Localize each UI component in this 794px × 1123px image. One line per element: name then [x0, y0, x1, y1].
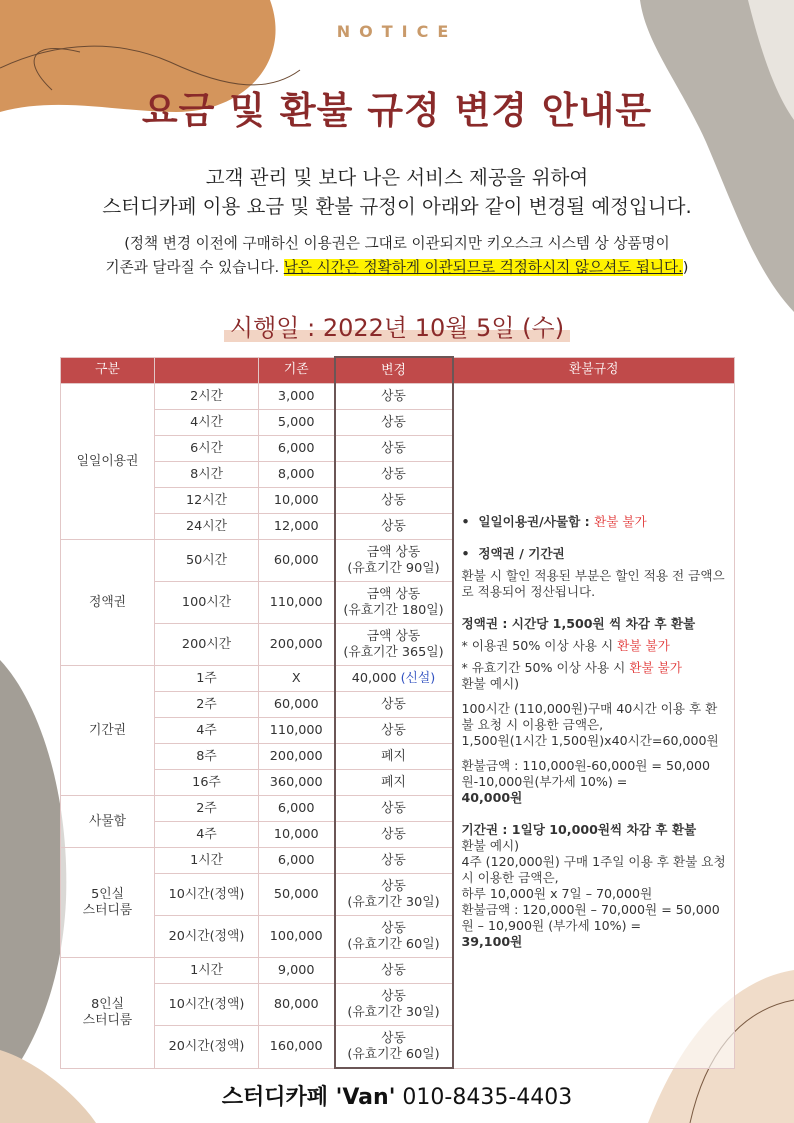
after-cell: 상동: [335, 384, 453, 410]
note-line-2-text: 기존과 달라질 수 있습니다.: [105, 259, 284, 276]
after-main: 상동: [381, 878, 406, 894]
product-cell: 4주: [155, 822, 259, 848]
product-cell: 200시간: [155, 624, 259, 666]
before-cell: 160,000: [259, 1026, 335, 1069]
category-line-1: 8인실: [91, 996, 124, 1012]
after-cell: [335, 984, 453, 1026]
category-room-5: [61, 848, 155, 958]
fixed-example-result: 40,000원: [461, 790, 523, 805]
phone-number: 010-8435-4403: [395, 1085, 573, 1110]
header-refund: 환불규정: [453, 357, 735, 384]
after-cell: 상동: [335, 958, 453, 984]
notice-label: NOTICE: [336, 22, 458, 41]
intro-text: [0, 163, 794, 221]
before-cell: X: [259, 666, 335, 692]
product-cell: 8주: [155, 744, 259, 770]
fixed-refund-title: 정액권 : 시간당 1,500원 씩 차감 후 환불: [461, 616, 696, 631]
after-cell: [335, 624, 453, 666]
before-cell: 100,000: [259, 916, 335, 958]
note-close-paren: ): [682, 259, 689, 276]
period-example-label: 환불 예시): [461, 838, 520, 853]
after-sub: (유효기간 60일): [347, 1046, 440, 1062]
category-locker: 사물함: [61, 796, 155, 848]
header-after: 변경: [335, 357, 453, 384]
fixed-note-2-red: 환불 불가: [629, 660, 682, 675]
effective-date: [0, 308, 794, 343]
refund-daily-label: 일일이용권/사물함 :: [478, 514, 595, 529]
after-sub: (유효기간 90일): [347, 560, 440, 576]
product-cell: 4주: [155, 718, 259, 744]
after-sub: (유효기간 180일): [343, 602, 444, 618]
after-cell: 상동: [335, 488, 453, 514]
after-main: 상동: [381, 920, 406, 936]
category-fixed-hours: 정액권: [61, 540, 155, 666]
product-cell: 24시간: [155, 514, 259, 540]
product-cell: 50시간: [155, 540, 259, 582]
product-cell: 20시간(정액): [155, 1026, 259, 1069]
note-line-2: [0, 256, 794, 280]
category-period: 기간권: [61, 666, 155, 796]
refund-bullet-2: [462, 546, 727, 562]
table-header-row: [61, 357, 735, 384]
refund-fixed-period-label: 정액권 / 기간권: [478, 546, 565, 561]
fixed-example-2: 1,500원(1시간 1,500원)x40시간=60,000원: [461, 733, 719, 748]
after-cell: 상동: [335, 462, 453, 488]
after-cell: 상동: [335, 822, 453, 848]
after-cell: 상동: [335, 796, 453, 822]
period-example-3: 환불금액 : 120,000원 – 70,000원 = 50,000원 – 10,900원 (부가세 10%) =: [461, 902, 720, 933]
fixed-note-1-red: 환불 불가: [617, 638, 670, 653]
period-refund-title: 기간권 : 1일당 10,000원씩 차감 후 환불: [461, 822, 697, 837]
before-cell: 50,000: [259, 874, 335, 916]
after-cell: 상동: [335, 436, 453, 462]
before-cell: 10,000: [259, 488, 335, 514]
refund-daily-value: 환불 불가: [594, 514, 647, 529]
after-main: 상동: [381, 988, 406, 1004]
bullet-dot: •: [461, 546, 479, 561]
before-cell: 110,000: [259, 582, 335, 624]
fixed-note-2: [462, 660, 727, 676]
product-cell: 2주: [155, 692, 259, 718]
product-cell: 1시간: [155, 848, 259, 874]
after-main: 금액 상동: [366, 628, 421, 644]
after-cell: 상동: [335, 848, 453, 874]
header-product: [155, 357, 259, 384]
after-cell: [335, 666, 453, 692]
product-cell: 2시간: [155, 384, 259, 410]
before-cell: 360,000: [259, 770, 335, 796]
product-cell: 2주: [155, 796, 259, 822]
fixed-note-2-text: * 유효기간 50% 이상 사용 시: [461, 660, 630, 675]
before-cell: 6,000: [259, 436, 335, 462]
after-cell: 상동: [335, 692, 453, 718]
note-highlight: 남은 시간은 정확하게 이관되므로 걱정하시지 않으셔도 됩니다.: [283, 259, 683, 276]
after-main: 금액 상동: [366, 544, 421, 560]
after-cell: [335, 540, 453, 582]
before-cell: 6,000: [259, 848, 335, 874]
product-cell: 8시간: [155, 462, 259, 488]
before-cell: 3,000: [259, 384, 335, 410]
refund-bullet-1: [462, 514, 727, 530]
period-example-result: 39,100원: [461, 934, 523, 949]
effective-date-text: 시행일 : 2022년 10월 5일 (수): [224, 314, 570, 342]
before-cell: 60,000: [259, 540, 335, 582]
fixed-note-1-text: * 이용권 50% 이상 사용 시: [461, 638, 618, 653]
after-cell-discontinued: 폐지: [335, 744, 453, 770]
fixed-example-1: 100시간 (110,000원)구매 40시간 이용 후 환불 요청 시 이용한 금액은,: [461, 701, 718, 732]
footer-contact: [0, 1080, 794, 1111]
before-cell: 6,000: [259, 796, 335, 822]
before-cell: 9,000: [259, 958, 335, 984]
page-title: 요금 및 환불 규정 변경 안내문: [141, 89, 653, 132]
after-cell: [335, 916, 453, 958]
category-line-2: 스터디룸: [82, 1012, 133, 1028]
header-before: 기존: [259, 357, 335, 384]
before-cell: 200,000: [259, 744, 335, 770]
product-cell: 1시간: [155, 958, 259, 984]
product-cell: 1주: [155, 666, 259, 692]
product-cell: 100시간: [155, 582, 259, 624]
after-cell-discontinued: 폐지: [335, 770, 453, 796]
after-sub: (유효기간 30일): [347, 894, 440, 910]
refund-policy: [453, 384, 735, 1069]
before-cell: 10,000: [259, 822, 335, 848]
category-room-8: [61, 958, 155, 1069]
fixed-note-1: [462, 638, 727, 654]
after-sub: (유효기간 30일): [347, 1004, 440, 1020]
before-cell: 5,000: [259, 410, 335, 436]
category-daily: 일일이용권: [61, 384, 155, 540]
fixed-example-3: 환불금액 : 110,000원-60,000원 = 50,000원-10,000원(부가세 10%) =: [461, 758, 711, 789]
after-cell: 상동: [335, 514, 453, 540]
after-main: 금액 상동: [366, 586, 421, 602]
after-cell: [335, 582, 453, 624]
product-cell: 16주: [155, 770, 259, 796]
before-cell: 12,000: [259, 514, 335, 540]
product-cell: 10시간(정액): [155, 984, 259, 1026]
product-cell: 10시간(정액): [155, 874, 259, 916]
fee-table: [60, 356, 735, 1069]
after-sub: (유효기간 365일): [343, 644, 444, 660]
table-row: [61, 384, 735, 410]
fixed-example-label: 환불 예시): [461, 676, 520, 691]
note-line-1: (정책 변경 이전에 구매하신 이용권은 그대로 이관되지만 키오스크 시스템 상 상품명이: [124, 235, 670, 252]
header-category: 구분: [61, 357, 155, 384]
period-example-2: 하루 10,000원 x 7일 – 70,000원: [461, 886, 653, 901]
after-cell: 상동: [335, 410, 453, 436]
before-cell: 110,000: [259, 718, 335, 744]
refund-discount-note: 환불 시 할인 적용된 부분은 할인 적용 전 금액으로 적용되어 정산됩니다.: [461, 568, 725, 599]
new-badge: (신설): [400, 670, 436, 686]
after-main: 상동: [381, 1030, 406, 1046]
period-example-1: 4주 (120,000원) 구매 1주일 이용 후 환불 요청 시 이용한 금액은,: [461, 854, 726, 885]
after-cell: 상동: [335, 718, 453, 744]
before-cell: 60,000: [259, 692, 335, 718]
intro-line-1: 고객 관리 및 보다 나은 서비스 제공을 위하여: [205, 166, 589, 189]
after-cell: [335, 1026, 453, 1069]
after-cell: [335, 874, 453, 916]
category-line-2: 스터디룸: [82, 902, 133, 918]
product-cell: 6시간: [155, 436, 259, 462]
transfer-note: [0, 232, 794, 280]
after-sub: (유효기간 60일): [347, 936, 440, 952]
bullet-dot: •: [461, 514, 479, 529]
before-cell: 8,000: [259, 462, 335, 488]
category-line-1: 5인실: [91, 886, 124, 902]
before-cell: 200,000: [259, 624, 335, 666]
product-cell: 20시간(정액): [155, 916, 259, 958]
cafe-name: 스터디카페 'Van': [221, 1085, 396, 1110]
product-cell: 12시간: [155, 488, 259, 514]
product-cell: 4시간: [155, 410, 259, 436]
intro-line-2: 스터디카페 이용 요금 및 환불 규정이 아래와 같이 변경될 예정입니다.: [102, 195, 692, 218]
before-cell: 80,000: [259, 984, 335, 1026]
after-main: 40,000: [351, 670, 401, 686]
